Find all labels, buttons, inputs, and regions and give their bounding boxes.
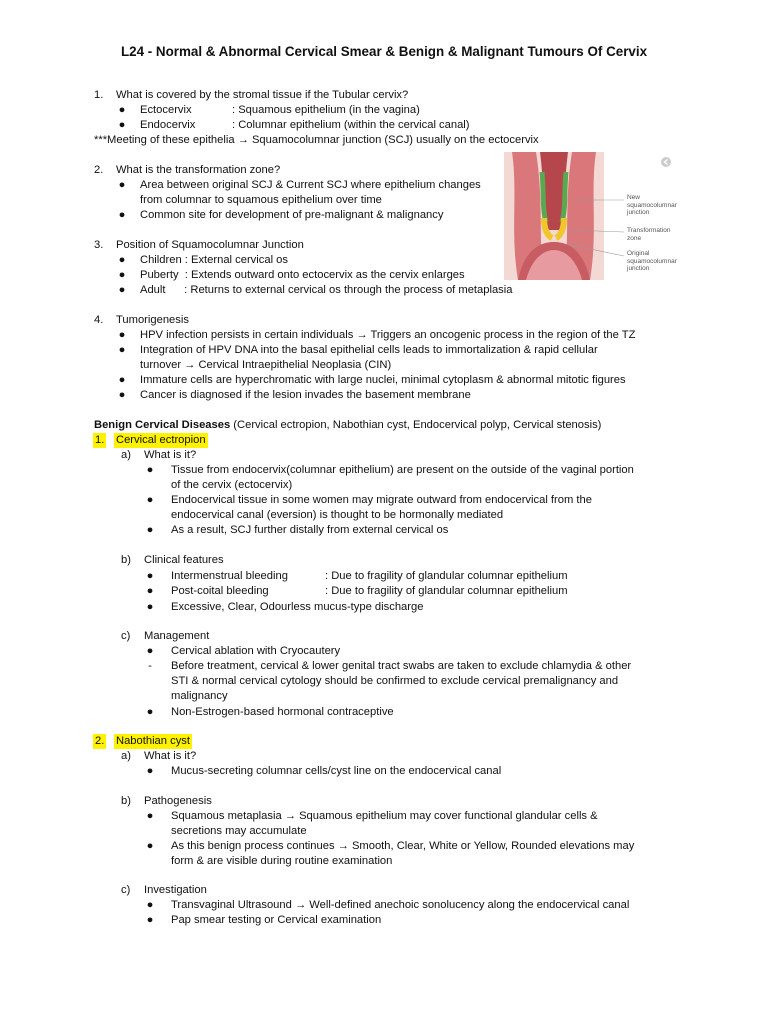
bullet-icon: ● — [118, 209, 126, 221]
list-text: As this benign process continues → Smooth, Clear, White or Yellow, Rounded elevations may — [171, 840, 635, 852]
bullet-icon: ● — [118, 329, 126, 341]
figure-label-line: zone — [627, 234, 642, 242]
bullet-icon: ● — [118, 284, 126, 296]
term-description: : Due to fragility of glandular columnar epithelium — [325, 570, 568, 582]
bullet-icon: ● — [146, 494, 154, 506]
list-text: As a result, SCJ further distally from external cervical os — [171, 524, 449, 536]
list-text: from columnar to squamous epithelium over time — [140, 194, 382, 206]
figure-label-line: Transformation — [627, 227, 671, 234]
list-text: STI & normal cervical cytology should be confirmed to exclude cervical premalignancy and — [171, 675, 619, 687]
section-title: Nabothian cyst — [114, 734, 192, 749]
figure-label-line: Original — [627, 250, 650, 257]
subsection-label: b) — [121, 795, 131, 807]
bullet-icon: ● — [118, 179, 126, 191]
list-text: Cancer is diagnosed if the lesion invades the basement membrane — [140, 389, 471, 401]
list-text: Immature cells are hyperchromatic with large nuclei, minimal cytoplasm & abnormal mitotic figures — [140, 374, 626, 386]
list-number: 2. — [93, 734, 106, 749]
list-text: Transvaginal Ultrasound → Well-defined anechoic sonolucency along the endocervical canal — [171, 899, 630, 911]
figure-label — [627, 194, 677, 217]
subsection-label: a) — [121, 449, 131, 461]
bullet-icon: ● — [146, 810, 154, 822]
list-text: Common site for development of pre-malignant & malignancy — [140, 209, 444, 221]
list-number: 4. — [94, 314, 104, 326]
bullet-icon: ● — [118, 104, 126, 116]
list-text: secretions may accumulate — [171, 825, 307, 837]
list-number: 1. — [93, 433, 106, 448]
list-text: Children : External cervical os — [140, 254, 288, 266]
bullet-icon: ● — [146, 840, 154, 852]
list-text: Tissue from endocervix(columnar epithelium) are present on the outside of the vaginal portion — [171, 464, 634, 476]
term-description: : Squamous epithelium (in the vagina) — [232, 104, 420, 116]
figure-label-line: squamocolumnar — [627, 201, 677, 209]
subsection-label: b) — [121, 554, 131, 566]
subsection-label: c) — [121, 884, 131, 896]
bullet-icon: ● — [118, 254, 126, 266]
question-text: Position of Squamocolumnar Junction — [116, 239, 304, 251]
term-description: : Columnar epithelium (within the cervical canal) — [232, 119, 470, 131]
list-text: Non-Estrogen-based hormonal contraceptive — [171, 706, 394, 718]
bullet-icon: ● — [146, 601, 154, 613]
subsection-title: Clinical features — [144, 554, 224, 566]
bullet-icon: ● — [146, 464, 154, 476]
bullet-icon: ● — [118, 389, 126, 401]
list-text: Squamous metaplasia → Squamous epithelium may cover functional glandular cells & — [171, 810, 598, 822]
list-text: malignancy — [171, 690, 228, 702]
term: Post-coital bleeding — [171, 585, 269, 597]
list-text: Cervical ablation with Cryocautery — [171, 645, 341, 657]
dash-icon: - — [148, 660, 152, 672]
list-text: Integration of HPV DNA into the basal epithelial cells leads to immortalization & rapid cellular — [140, 344, 598, 356]
list-text: Excessive, Clear, Odourless mucus-type discharge — [171, 601, 424, 613]
bullet-icon: ● — [146, 914, 154, 926]
list-text: of the cervix (ectocervix) — [171, 479, 293, 491]
nav-circle-icon — [661, 157, 671, 167]
list-number: 1. — [94, 89, 104, 101]
subsection-label: a) — [121, 750, 131, 762]
list-number: 2. — [94, 164, 104, 176]
list-text: endocervical canal (eversion) is thought to be hormonally mediated — [171, 509, 504, 521]
section-heading — [94, 418, 601, 433]
bullet-icon: ● — [146, 570, 154, 582]
subsection-title: What is it? — [144, 750, 197, 762]
term-description: : Due to fragility of glandular columnar epithelium — [325, 585, 568, 597]
list-text: Endocervical tissue in some women may migrate outward from endocervical from the — [171, 494, 592, 506]
bullet-icon: ● — [118, 374, 126, 386]
bullet-icon: ● — [146, 585, 154, 597]
heading-subtitle: (Cervical ectropion, Nabothian cyst, Endocervical polyp, Cervical stenosis) — [230, 419, 602, 431]
figure-label-line: junction — [627, 209, 650, 216]
list-text: Pap smear testing or Cervical examination — [171, 914, 382, 926]
list-text: Area between original SCJ & Current SCJ where epithelium changes — [140, 179, 481, 191]
page-title: L24 - Normal & Abnormal Cervical Smear & Benign & Malignant Tumours Of Cervix — [120, 44, 648, 59]
cervix-diagram — [504, 152, 677, 280]
subsection-title: Pathogenesis — [144, 795, 212, 807]
bullet-icon: ● — [118, 269, 126, 281]
bullet-icon: ● — [146, 706, 154, 718]
figure-label-line: New — [627, 194, 641, 201]
term: Endocervix — [140, 119, 196, 131]
bullet-icon: ● — [146, 524, 154, 536]
question-text: What is covered by the stromal tissue if the Tubular cervix? — [116, 89, 409, 101]
list-text: Adult : Returns to external cervical os through the process of metaplasia — [140, 284, 513, 296]
subsection-title: Investigation — [144, 884, 207, 896]
list-text: Before treatment, cervical & lower genital tract swabs are taken to exclude chlamydia & other — [171, 660, 632, 672]
term: Ectocervix — [140, 104, 192, 116]
list-text: turnover → Cervical Intraepithelial Neoplasia (CIN) — [140, 359, 392, 371]
bullet-icon: ● — [146, 645, 154, 657]
figure-label — [627, 227, 670, 242]
bullet-icon: ● — [146, 765, 154, 777]
list-text: HPV infection persists in certain individuals → Triggers an oncogenic process in the region of the TZ — [140, 329, 636, 341]
figure-label-line: junction — [627, 265, 650, 272]
section-title: Cervical ectropion — [114, 433, 208, 448]
figure-label — [627, 250, 677, 273]
subsection-title: Management — [144, 630, 210, 642]
bullet-icon: ● — [118, 119, 126, 131]
heading-bold: Benign Cervical Diseases — [94, 419, 231, 431]
list-number: 3. — [94, 239, 104, 251]
note: ***Meeting of these epithelia → Squamocolumnar junction (SCJ) usually on the ectocervix — [94, 134, 539, 146]
bullet-icon: ● — [146, 899, 154, 911]
list-text: Mucus-secreting columnar cells/cyst line on the endocervical canal — [171, 765, 502, 777]
figure-label-line: squamocolumnar — [627, 257, 677, 265]
subsection-label: c) — [121, 630, 131, 642]
question-text: What is the transformation zone? — [116, 164, 281, 176]
question-text: Tumorigenesis — [116, 314, 189, 326]
subsection-title: What is it? — [144, 449, 197, 461]
list-text: Puberty : Extends outward onto ectocervix as the cervix enlarges — [140, 269, 465, 281]
list-text: form & are visible during routine examination — [171, 855, 393, 867]
term: Intermenstrual bleeding — [171, 570, 288, 582]
bullet-icon: ● — [118, 344, 126, 356]
